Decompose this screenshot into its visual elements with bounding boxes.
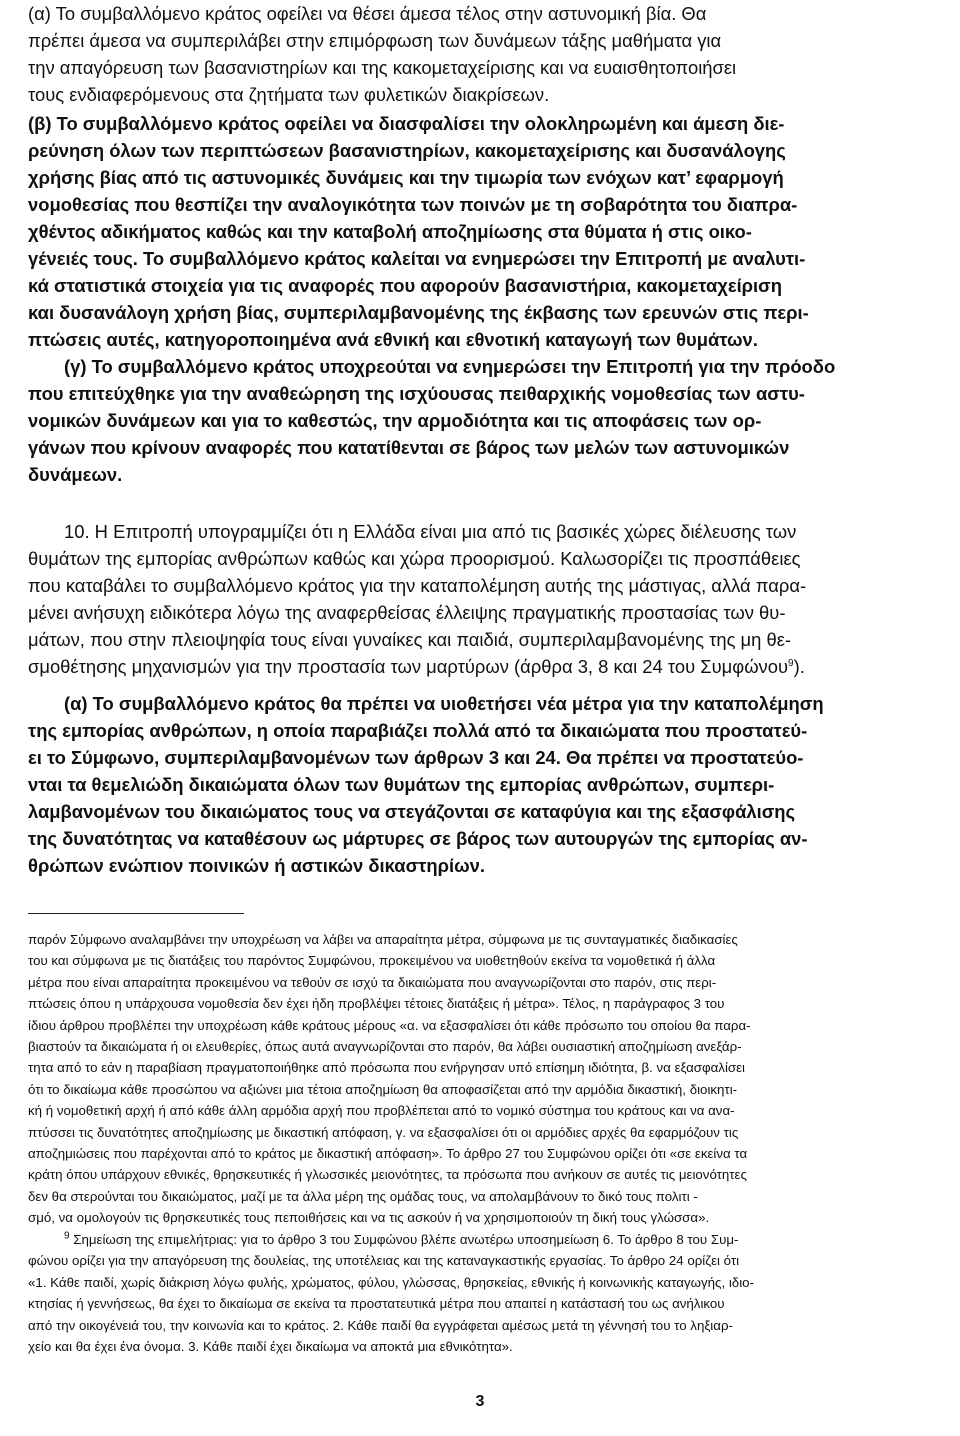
paragraph-10a: (α) Το συμβαλλόμενο κράτος θα πρέπει να υιοθετήσει νέα μέτρα για την καταπολέμηση της εμπορίας ανθρώπων, η οποία παραβιάζει πολλά από τα δικαιώματα που προστατεύ- ει το Σύμφωνο, συμπεριλαμβανομένων των άρθρων 3 και 24. Θα πρέπει να προστατεύο- νται τα θεμελιώδη δικαιώματα όλων των θυμάτων της εμπορίας ανθρώπων, συμπερι- λαμβανομένων του δικαιώματος τους να στεγάζονται σε καταφύγια και της εξασφάλισης της δυνατότητας να καταθέσουν ως μάρτυρες σε βάρος των αυτουργών της εμπορίας αν- θρώπων ενώπιον ποινικών ή αστικών δικαστηρίων. [28,693,824,876]
footnote-ref-9[interactable]: 9 [788,657,794,669]
paragraph-10: 10. Η Επιτροπή υπογραμμίζει ότι η Ελλάδα είναι μια από τις βασικές χώρες διέλευσης των θυμάτων της εμπορίας ανθρώπων καθώς και χώρα προορισμού. Καλωσορίζει τις προσπάθειες που καταβάλει το συμβαλλόμενο κράτος για την καταπολέμηση αυτής της μάστιγας, αλλά παρα- μένει ανήσυχη ειδικότερα λόγω της αναφερθείσας έλλειψης πραγματικής προστασίας των θυ- μάτων, που στην πλειοψηφία τους είναι γυναίκες και παιδιά, συμπεριλαμβανομένης της μη θε- σμοθέτησης μηχανισμών για την προστασία των μαρτύρων (άρθρα 3, 8 και 24 του Συμφώνου$^9$). [28,518,932,680]
paragraph-c: (γ) Το συμβαλλόμενο κράτος υποχρεούται να ενημερώσει την Επιτροπή για την πρόοδο που επιτεύχθηκε για την αναθεώρηση της ισχύουσας πειθαρχικής νομοθεσίας των αστυ- νομικών δυνάμεων και για το καθεστώς, την αρμοδιότητα και τις αποφάσεις των ορ- γάνων που κρίνουν αναφορές που κατατίθενται σε βάρος των μελών των αστυνομικών δυνάμεων. [28,356,836,485]
page-number: 3 [475,1393,485,1410]
paragraph-b: (β) Το συμβαλλόμενο κράτος οφείλει να διασφαλίσει την ολοκληρωμένη και άμεση διε- ρεύνηση όλων των περιπτώσεων βασανιστηρίων, κακομεταχείρισης και δυσανάλογης χρήσης βίας από τις αστυνομικές δυνάμεις και την τιμωρία των ενόχων κατ’ εφαρμογή νομοθεσίας που θεσπίζει την αναλογικότητα των ποινών με τη σοβαρότητα του διαπρα- χθέντος αδικήματος καθώς και την καταβολή αποζημίωσης στα θύματα ή στις οικο- γένειές τους. Το συμβαλλόμενο κράτος καλείται να ενημερώσει την Επιτροπή με αναλυτι- κά στατιστικά στοιχεία για τις αναφορές που αφορούν βασανιστήρια, κακομεταχείριση και δυσανάλογη χρήση βίας, συμπεριλαμβανομένης της έκβασης των ερευνών στις περι- πτώσεις αυτές, κατηγοροποιημένα ανά εθνική και εθνοτική καταγωγή των θυμάτων. [28,113,809,350]
paragraph-a: (α) Το συμβαλλόμενο κράτος οφείλει να θέσει άμεσα τέλος στην αστυνομική βία. Θα πρέπει άμεσα να συμπεριλάβει στην επιμόρφωση των δυνάμεων τάξης μαθήματα για την απαγόρευση των βασανιστηρίων και της κακομεταχείρισης και να ευαισθητοποιήσει τους ενδιαφερόμενους στα ζητήματα των φυλετικών διακρίσεων. [28,3,737,105]
footnote-9: $^9$ Σημείωση της επιμελήτριας: για το άρθρο 3 του Συμφώνου βλέπε ανωτέρω υποσημείωση 6. Το άρθρο 8 του Συμ- φώνου ορίζει για την απαγόρευση της δουλείας, της υποτέλειας και της καταναγκαστικής εργασίας. Το άρθρο 24 ορίζει ότι «1. Κάθε παιδί, χωρίς διάκριση λόγω φυλής, χρώματος, φύλου, γλώσσας, θρησκείας, εθνικής ή κοινωνικής καταγωγής, ιδιο- κτησίας ή γεννήσεως, θα έχει το δικαίωμα σε εκείνα τα προστατευτικά μέτρα που απαιτεί η κατάστασή του ως ανήλικου από την οικογένειά του, την κοινωνία και το κράτος. 2. Κάθε παιδί θα εγγράφεται αμέσως μετά τη γέννησή του το ληξιαρ- χείο και θα έχει ένα όνομα. 3. Κάθε παιδί έχει δικαίωμα να αποκτά μια εθνικότητα». [28,1230,754,1355]
footnote-continued: παρόν Σύμφωνο αναλαμβάνει την υποχρέωση να λάβει να απαραίτητα μέτρα, σύμφωνα με τις συνταγματικές διαδικασίες του και σύμφωνα με τις διατάξεις του παρόντος Συμφώνου, προκειμένου να υιοθετηθούν εκείνα τα νομοθετικά ή άλλα μέτρα που είναι απαραίτητα προκειμένου να τεθούν σε ισχύ τα δικαιώματα που αναγνωρίζονται στο παρόν, στις περι- πτώσεις όπου η υπάρχουσα νομοθεσία δεν έχει ήδη προβλέψει τέτοιες διατάξεις ή μέτρα». Τέλος, η παράγραφος 3 του ίδιου άρθρου προβλέπει την υποχρέωση κάθε κράτους μέρους «α. να εξασφαλίσει ότι κάθε πρόσωπο του οποίου θα παρα- βιαστούν τα δικαιώματα ή οι ελευθερίες, όπως αυτά αναγνωρίζονται στο παρόν, θα λάβει ουσιαστική αποζημίωση ανεξάρ- τητα από το εάν η παραβίαση πραγματοποιήθηκε από πρόσωπα που ενήργησαν υπό επίσημη ιδιότητα, β. να εξασφαλίσει ότι το δικαίωμα κάθε προσώπου να αξιώνει μια τέτοια αποζημίωση θα αποφασίζεται από την αρμόδια δικαστική, διοικητι- κή ή νομοθετική αρχή ή από κάθε άλλη αρμόδια αρχή που προβλέπεται από το νομικό σύστημα του κράτους και να ανα- πτύσσει τις δυνατότητες αποζημίωσης με δικαστική απόφαση, γ. να εξασφαλίσει ότι οι αρμόδιες αρχές θα εφαρμόζουν τις αποζημιώσεις που παρέχονται από το κράτος με δικαστική απόφαση». Το άρθρο 27 του Συμφώνου ορίζει ότι «σε εκείνα τα κράτη όπου υπάρχουν εθνικές, θρησκευτικές ή γλωσσικές μειονότητες, τα πρόσωπα που ανήκουν σε αυτές τις μειονότητες δεν θα στερούνται του δικαιώματος, μαζί με τα άλλα μέρη της ομάδας τους, να απολαμβάνουν το δικό τους πολιτι - σμό, να ομολογούν τις θρησκευτικές τους πεποιθήσεις και να τις ασκούν ή να χρησιμοποιούν τη δική τους γλώσσα». [28,932,751,1226]
footnote-marker-9: 9 [64,1230,70,1242]
paragraph-10-last-line: σμοθέτησης μηχανισμών για την προστασία των μαρτύρων (άρθρα 3, 8 και 24 του Συμφώνου$^9$). [28,656,805,677]
footnote-separator [28,913,244,914]
